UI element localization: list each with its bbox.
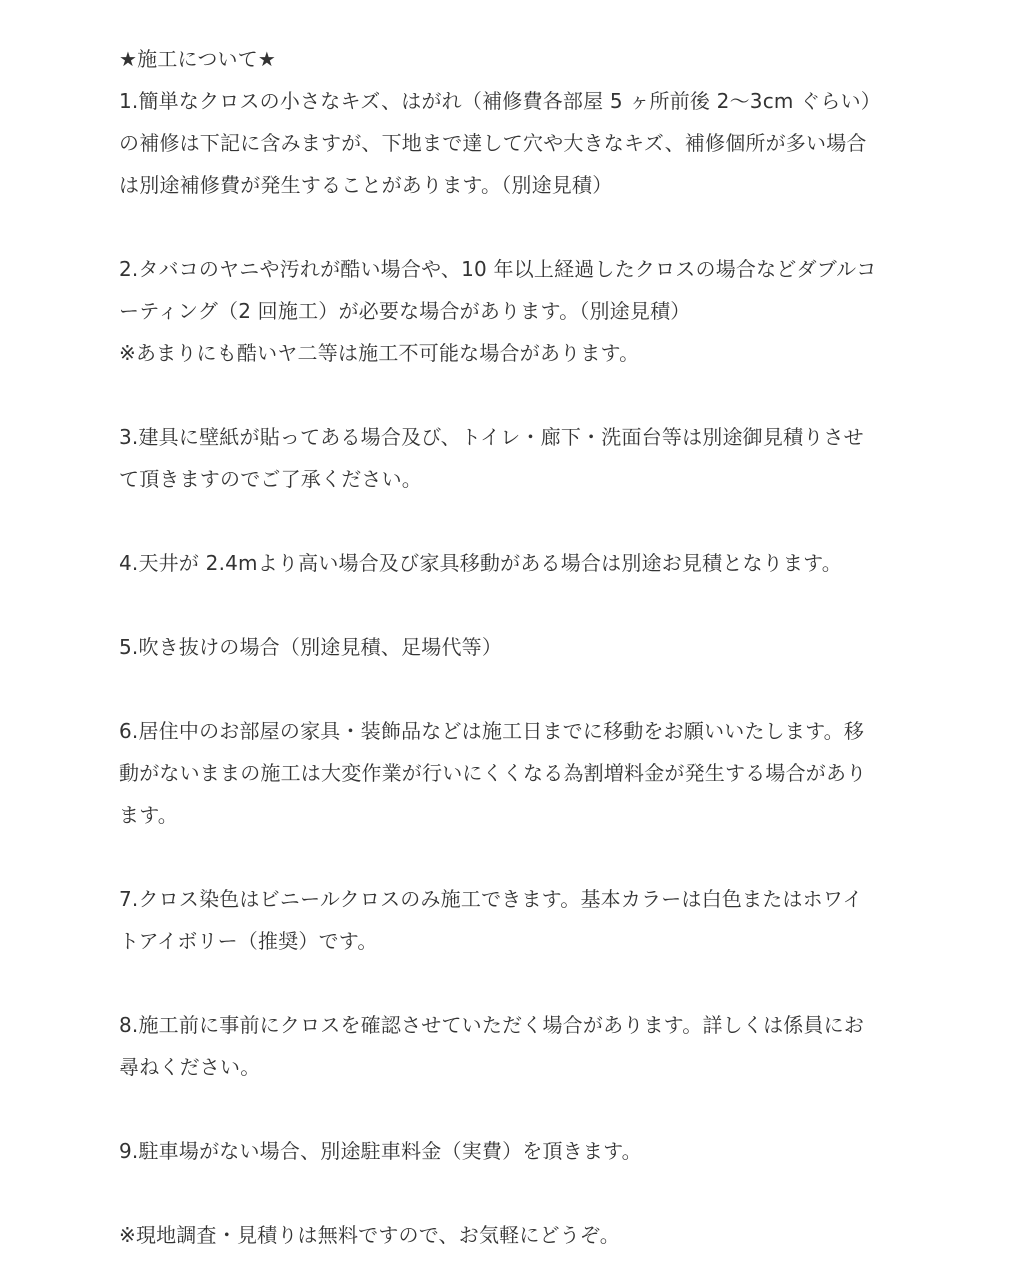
note-line: 3.建具に壁紙が貼ってある場合及び、トイレ・廊下・洗面台等は別途御見積りさせ <box>119 425 864 449</box>
note-line: 動がないままの施工は大変作業が行いにくくなる為割増料金が発生する場合があり <box>119 761 867 785</box>
note-line: 1.簡単なクロスの小さなキズ、はがれ（補修費各部屋 5 ヶ所前後 2〜3cm ぐらい） <box>119 89 881 113</box>
note-item-6 <box>119 710 919 836</box>
note-line: トアイボリー（推奨）です。 <box>119 929 378 953</box>
note-line: 7.クロス染色はビニールクロスのみ施工できます。基本カラーは白色またはホワイ <box>119 887 863 911</box>
construction-notes <box>119 38 919 1256</box>
note-line: 尋ねください。 <box>119 1055 261 1079</box>
paragraph-spacer <box>119 206 919 248</box>
note-line: 8.施工前に事前にクロスを確認させていただく場合があります。詳しくは係員にお <box>119 1013 865 1037</box>
note-item-3 <box>119 416 919 500</box>
note-item-7 <box>119 878 919 962</box>
note-item-9 <box>119 1130 919 1172</box>
note-line: ーティング（2 回施工）が必要な場合があります。（別途見積） <box>119 299 691 323</box>
paragraph-spacer <box>119 374 919 416</box>
note-line: 5.吹き抜けの場合（別途見積、足場代等） <box>119 635 503 659</box>
note-line: 6.居住中のお部屋の家具・装飾品などは施工日までに移動をお願いいたします。移 <box>119 719 865 743</box>
paragraph-spacer <box>119 836 919 878</box>
note-line: の補修は下記に含みますが、下地まで達して穴や大きなキズ、補修個所が多い場合 <box>119 131 867 155</box>
note-item-4 <box>119 542 919 584</box>
note-line: 2.タバコのヤニや汚れが酷い場合や、10 年以上経過したクロスの場合などダブルコ <box>119 257 877 281</box>
note-line: 4.天井が 2.4mより高い場合及び家具移動がある場合は別途お見積となります。 <box>119 551 842 575</box>
paragraph-spacer <box>119 584 919 626</box>
note-line: 9.駐車場がない場合、別途駐車料金（実費）を頂きます。 <box>119 1139 642 1163</box>
note-line: ます。 <box>119 803 178 827</box>
paragraph-spacer <box>119 500 919 542</box>
note-line: ※あまりにも酷いヤ二等は施工不可能な場合があります。 <box>119 341 640 365</box>
paragraph-spacer <box>119 668 919 710</box>
note-line: て頂きますのでご了承ください。 <box>119 467 422 491</box>
note-item-1 <box>119 80 919 206</box>
note-line: は別途補修費が発生することがあります。（別途見積） <box>119 173 613 197</box>
paragraph-spacer <box>119 1172 919 1214</box>
paragraph-spacer <box>119 1088 919 1130</box>
note-item-8 <box>119 1004 919 1088</box>
note-item-5 <box>119 626 919 668</box>
note-item-2 <box>119 248 919 374</box>
footer-note: ※現地調査・見積りは無料ですので、お気軽にどうぞ。 <box>119 1223 620 1247</box>
paragraph-spacer <box>119 962 919 1004</box>
notes-heading: ★施工について★ <box>119 47 277 71</box>
